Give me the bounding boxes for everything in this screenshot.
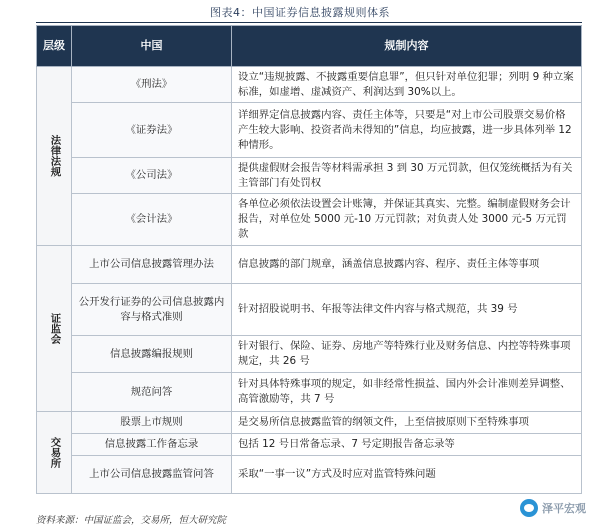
table-row [37, 456, 582, 494]
figure-title: 图表4：中国证券信息披露规则体系 [210, 6, 390, 19]
content-cell: 包括 12 号日常备忘录、7 号定期报告备忘录等 [232, 434, 582, 456]
table-row [37, 336, 582, 373]
content-cell: 各单位必须依法设置会计账簿，并保证其真实、完整。编制虚假财务会计报告，对单位处 5000 元-10 万元罚款；对负责人处 3000 元-5 万元罚款 [232, 194, 582, 246]
watermark [520, 499, 586, 517]
header-level: 层级 [37, 26, 72, 67]
table-header-row [37, 26, 582, 67]
table-row [37, 284, 582, 336]
level-cell-exchange: 交易所 [37, 412, 72, 494]
content-cell: 采取“一事一议”方式及时应对监管特殊问题 [232, 456, 582, 494]
name-cell: 规范问答 [72, 373, 232, 412]
table-row [37, 67, 582, 103]
table-row [37, 412, 582, 434]
header-name: 中国 [72, 26, 232, 67]
content-cell: 是交易所信息披露监管的纲领文件，上至信披原则下至特殊事项 [232, 412, 582, 434]
wechat-icon [520, 499, 538, 517]
table-row [37, 103, 582, 158]
name-cell: 《公司法》 [72, 158, 232, 194]
watermark-text: 泽平宏观 [542, 502, 586, 515]
title-rule [36, 22, 582, 23]
name-cell: 上市公司信息披露监管问答 [72, 456, 232, 494]
name-cell: 上市公司信息披露管理办法 [72, 246, 232, 284]
table-row [37, 246, 582, 284]
content-cell: 设立“违规披露、不披露重要信息罪”，但只针对单位犯罪；列明 9 种立案标准，如虚增、虚减资产、利润达到 30%以上。 [232, 67, 582, 103]
name-cell: 《证券法》 [72, 103, 232, 158]
table-row [37, 434, 582, 456]
name-cell: 信息披露工作备忘录 [72, 434, 232, 456]
table-row [37, 373, 582, 412]
name-cell: 信息披露编报规则 [72, 336, 232, 373]
table-row [37, 158, 582, 194]
name-cell: 《会计法》 [72, 194, 232, 246]
name-cell: 《刑法》 [72, 67, 232, 103]
regulation-table [36, 25, 582, 494]
content-cell: 针对银行、保险、证券、房地产等特殊行业及财务信息、内控等特殊事项规定，共 26 号 [232, 336, 582, 373]
level-cell-csrc: 证监会 [37, 246, 72, 412]
table-row [37, 194, 582, 246]
content-cell: 提供虚假财会报告等材料需承担 3 到 30 万元罚款，但仅笼统概括为有关主管部门有处罚权 [232, 158, 582, 194]
content-cell: 针对具体特殊事项的规定，如非经常性损益、国内外会计准则差异调整、高管激励等，共 7 号 [232, 373, 582, 412]
source-note: 资料来源：中国证监会，交易所，恒大研究院 [36, 515, 227, 526]
content-cell: 详细界定信息披露内容、责任主体等，只要是“对上市公司股票交易价格产生较大影响、投资者尚未得知的”信息，均应披露，进一步具体列举 12 种情形。 [232, 103, 582, 158]
header-content: 规制内容 [232, 26, 582, 67]
name-cell: 公开发行证券的公司信息披露内容与格式准则 [72, 284, 232, 336]
content-cell: 针对招股说明书、年报等法律文件内容与格式规范，共 39 号 [232, 284, 582, 336]
name-cell: 股票上市规则 [72, 412, 232, 434]
content-cell: 信息披露的部门规章，涵盖信息披露内容、程序、责任主体等事项 [232, 246, 582, 284]
level-cell-law: 法律法规 [37, 67, 72, 246]
